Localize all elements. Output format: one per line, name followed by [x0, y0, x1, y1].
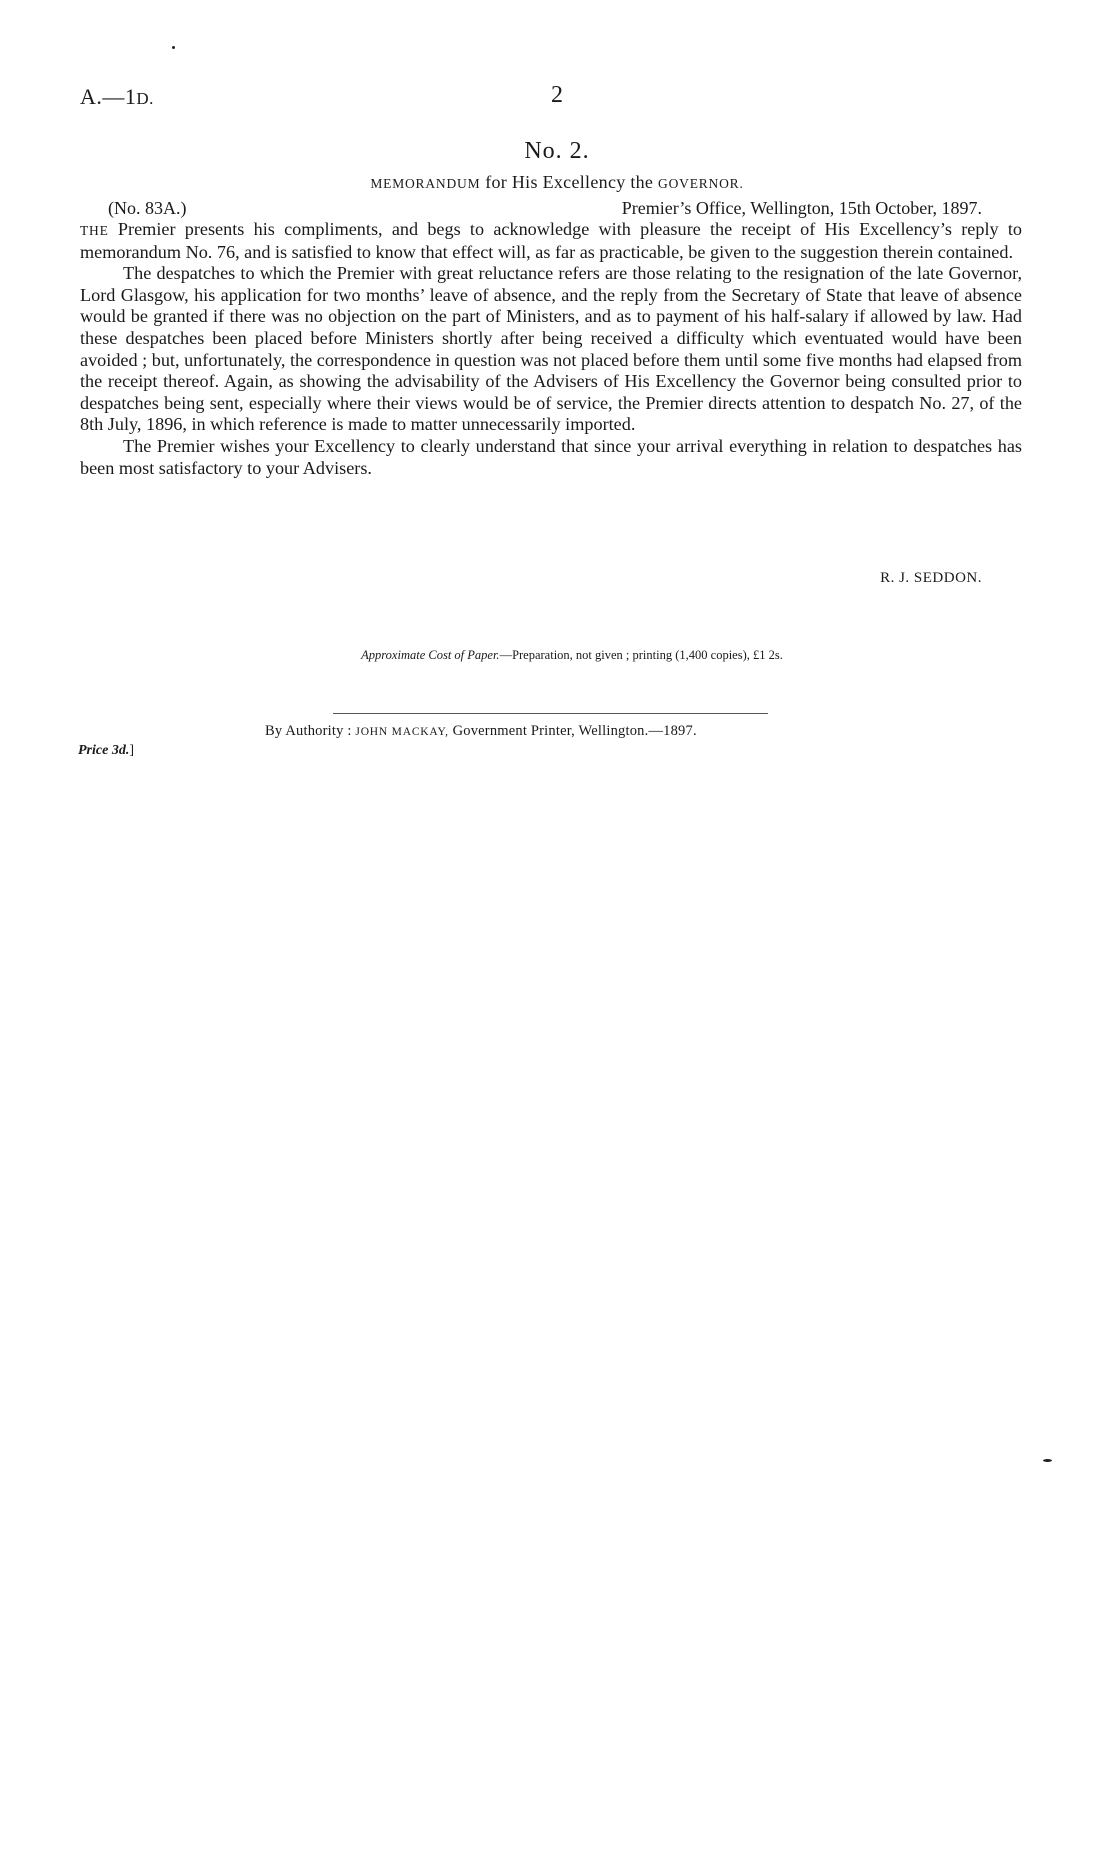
signature: R. J. SEDDON.: [880, 570, 982, 586]
authority-suffix: Government Printer, Wellington.—1897.: [452, 723, 697, 739]
reference-suffix: D.: [136, 89, 154, 108]
place-and-date: Premier’s Office, Wellington, 15th October, 1897.: [621, 198, 982, 218]
memo-reference-number: (No. 83A.): [108, 198, 187, 218]
scan-speck: [1043, 1459, 1052, 1462]
memo-title-middle: for His Excellency the: [485, 172, 654, 192]
divider-rule: [333, 713, 768, 714]
printer-authority: [265, 723, 697, 740]
reference-prefix: A.—1: [80, 84, 137, 109]
paragraph-1-lead: THE: [80, 223, 109, 238]
memo-title: [0, 172, 1114, 193]
paragraph-2: The despatches to which the Premier with great reluctance refers are those relating to the resignation of the late Governor, Lord Glasgow, his application for two months’ leave of absence, and the reply from the Secretary of State that leave of absence would be granted if there was no objection on the part of Ministers, and as to payment of his half-salary if allowed by law. Had these despatches been placed before Ministers shortly after being received a difficulty which eventuated would have been avoided ; but, unfortunately, the correspondence in question was not placed before them until some five months had elapsed from the receipt thereof. Again, as showing the advisability of the Advisers of His Excellency the Governor being consulted prior to despatches being sent, especially where their views would be of service, the Premier directs attention to despatch No. 27, of the 8th July, 1896, in which reference is made to matter unnecessarily imported.: [80, 263, 1022, 435]
price: [78, 743, 134, 759]
authority-prefix: By Authority :: [265, 723, 352, 739]
cost-text: —Preparation, not given ; printing (1,400 copies), £1 2s.: [499, 648, 783, 662]
paragraph-3: The Premier wishes your Excellency to clearly understand that since your arrival everything in relation to despatches has been most satisfactory to your Advisers.: [80, 435, 1022, 478]
memo-title-suffix: GOVERNOR.: [658, 176, 744, 191]
scan-speck: [172, 46, 175, 49]
document-number: No. 2.: [524, 138, 590, 164]
price-text: Price 3d.: [78, 743, 130, 758]
memo-body: [80, 219, 1022, 479]
memo-title-prefix: MEMORANDUM: [370, 176, 481, 191]
price-bracket: ]: [129, 743, 134, 758]
cost-note: [0, 648, 1114, 663]
paragraph-1-text: Premier presents his compliments, and begs to acknowledge with pleasure the receipt of His Excellency’s reply to memorandum No. 76, and is satisfied to know that effect will, as far as practicable, be given to the suggestion therein contained.: [80, 219, 1023, 262]
paragraph-1: [80, 219, 1022, 263]
printer-name: JOHN MACKAY,: [355, 726, 449, 738]
cost-label: Approximate Cost of Paper.: [361, 648, 500, 662]
page-number: 2: [551, 82, 563, 108]
